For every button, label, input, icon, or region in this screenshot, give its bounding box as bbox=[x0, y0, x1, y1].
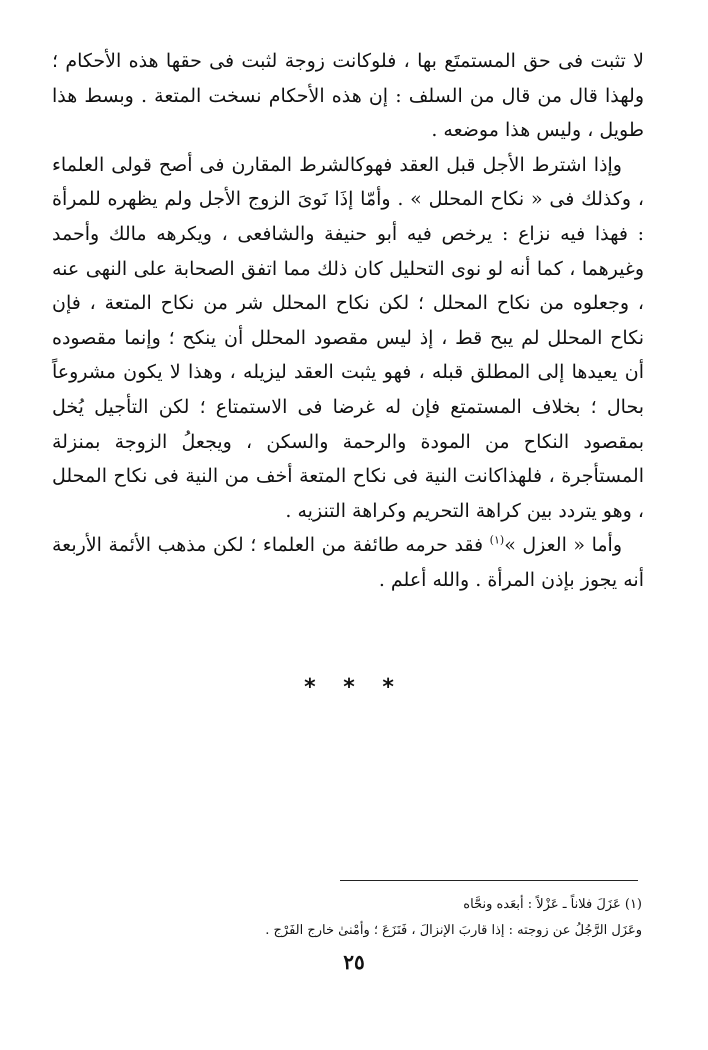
footnote-1: (١) عَزَلَ فلاناً ـ عَزْلاً : أبعَده ونحَّاه bbox=[463, 897, 642, 912]
paragraph-3-rest: فقد حرمه طائفة من العلماء ؛ لكن مذهب الأئمة الأربعة أنه يجوز بإذن المرأة . والله أعلم . bbox=[52, 534, 644, 591]
section-separator: * * * bbox=[304, 675, 404, 700]
paragraph-3 bbox=[52, 528, 644, 597]
footnote-1-continued: وعَزَل الرَّجُلُ عن زوجته : إذا قاربَ الإنزالَ ، فَنَزَعَ ؛ وأمْنىٰ خارج الفَرْج . bbox=[265, 923, 642, 938]
footnote-rule bbox=[340, 880, 638, 881]
footnotes bbox=[150, 892, 642, 944]
main-text bbox=[52, 44, 644, 598]
paragraph-2: وإذا اشترط الأجل قبل العقد فهوكالشرط المقارن فى أصح قولى العلماء ، وكذلك فى « نكاح المحلل » . وأمّا إذَا نَوىَ الزوج الأجل ولم يظهره للمرأة : فهذا فيه نزاع : يرخص فيه أبو حنيفة والشافعى ، ويكرهه مالك وأحمد وغيرهما ، كما أنه لو نوى التحليل كان ذلك مما اتفق الصحابة على النهى عنه ، وجعلوه من نكاح المحلل ؛ لكن نكاح المحلل شر من نكاح المتعة ، فإن نكاح المحلل لم يبح قط ، إذ ليس مقصود المحلل أن ينكح ؛ وإنما مقصوده أن يعيدها إلى المطلق قبله ، فهو يثبت العقد ليزيله ، وهذا لا يكون مشروعاً بحال ؛ بخلاف المستمتع فإن له غرضا فى الاستمتاع ؛ لكن التأجيل يُخل بمقصود النكاح من المودة والرحمة والسكن ، ويجعلُ الزوجة بمنزلة المستأجرة ، فلهذاكانت النية فى نكاح المتعة أخف من النية فى نكاح المحلل ، وهو يتردد بين كراهة التحريم وكراهة التنزيه . bbox=[52, 153, 644, 522]
footnote-marker: (١) bbox=[489, 533, 505, 547]
paragraph-1: لا تثبت فى حق المستمتَع بها ، فلوكانت زوجة لثبت فى حقها هذه الأحكام ؛ ولهذا قال من قال من السلف : إن هذه الأحكام نسخت المتعة . وبسط هذا طويل ، وليس هذا موضعه . bbox=[52, 50, 644, 142]
page-number: ٢٥ bbox=[343, 950, 365, 974]
paragraph-3-lead: وأما « العزل » bbox=[504, 534, 623, 557]
